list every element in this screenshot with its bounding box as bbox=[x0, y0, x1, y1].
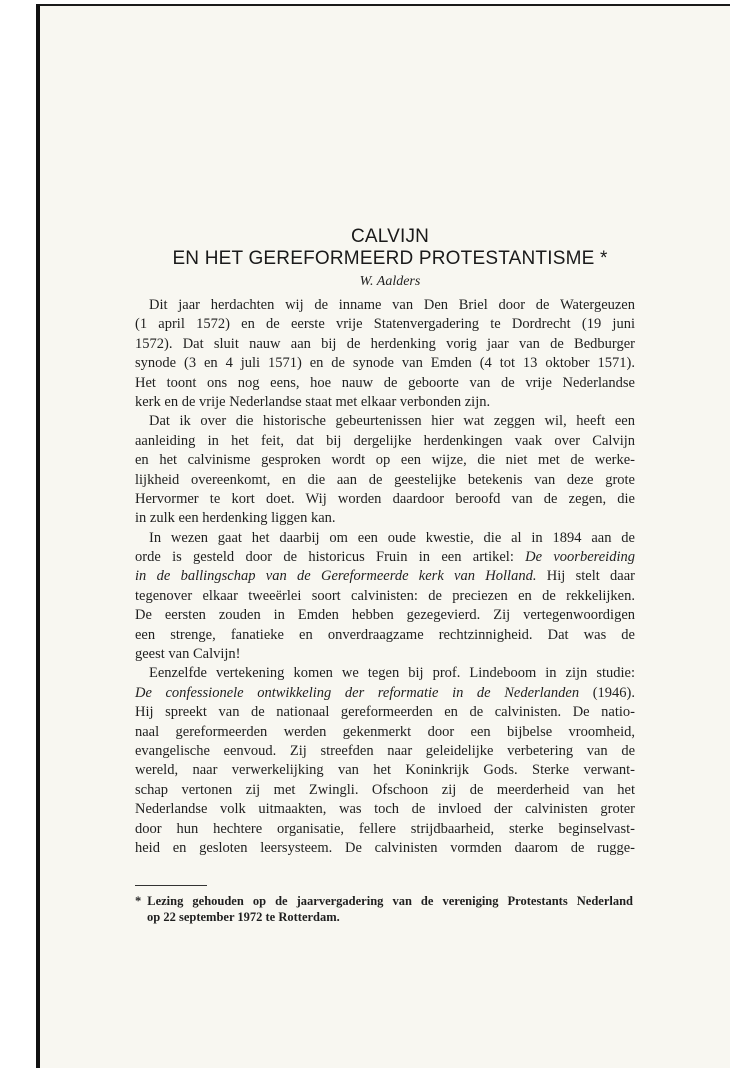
body-line: en het calvinisme gesproken wordt op een wijze, die niet met de werke- bbox=[135, 452, 635, 469]
title-line-2: EN HET GEREFORMEERD PROTESTANTISME * bbox=[172, 248, 608, 269]
body-line: Eenzelfde vertekening komen we tegen bij prof. Lindeboom in zijn studie: bbox=[149, 665, 635, 682]
title-line-1: CALVIJN bbox=[350, 226, 430, 247]
body-line bbox=[135, 684, 635, 703]
title-reference: De confessionele ontwikkeling der reformatie in de Nederlanden bbox=[135, 684, 580, 701]
body-line: wereld, naar verwerkelijking van het Koninkrijk Gods. Sterke verwant- bbox=[135, 762, 635, 779]
footnote-line-1 bbox=[135, 893, 633, 909]
page-spine-edge bbox=[36, 4, 40, 1068]
body-line: De eersten zouden in Emden hebben gezegevierd. Zij vertegenwoordigen bbox=[135, 607, 635, 624]
body-line: synode (3 en 4 juli 1571) en de synode van Emden (4 tot 13 oktober 1571). bbox=[135, 355, 635, 372]
body-line: geest van Calvijn! bbox=[135, 646, 241, 663]
body-line: heid en gesloten leersysteem. De calvinisten vormden daarom de rugge- bbox=[135, 839, 635, 856]
body-line: in zulk een herdenking liggen kan. bbox=[135, 510, 336, 527]
body-line: Dat ik over die historische gebeurtenissen hier wat zeggen wil, heeft een bbox=[149, 413, 635, 430]
body-text: (1946). bbox=[579, 684, 635, 701]
body-line: een strenge, fanatieke en onverdraagzame rechtzinnigheid. Dat was de bbox=[135, 626, 635, 643]
body-line bbox=[135, 567, 635, 586]
body-line: Hij spreekt van de nationaal gereformeerden en de calvinisten. De natio- bbox=[135, 704, 635, 721]
body-line: In wezen gaat het daarbij om een oude kwestie, die al in 1894 aan de bbox=[149, 529, 635, 546]
title-reference: De voorbereiding bbox=[525, 549, 635, 566]
body-line: Dit jaar herdachten wij de inname van Den Briel door de Watergeuzen bbox=[149, 297, 635, 313]
article-body bbox=[135, 296, 635, 858]
body-text: orde is gesteld door de historicus Fruin in een artikel: bbox=[135, 549, 526, 566]
body-line: lijkheid overeenkomt, en die aan de geestelijke betekenis van deze grote bbox=[135, 471, 635, 488]
body-text: Hij stelt daar bbox=[536, 568, 635, 585]
body-line bbox=[135, 548, 635, 567]
body-line: evangelische eenvoud. Zij streefden naar geleidelijke verbetering van de bbox=[135, 742, 635, 759]
footnote-rule bbox=[135, 885, 207, 886]
body-line: tegenover elkaar tweeërlei soort calvinisten: de preciezen en de rekkelijken. bbox=[135, 587, 635, 604]
body-line: door hun hechtere organisatie, fellere strijdbaarheid, sterke beginselvast- bbox=[135, 820, 635, 837]
body-line: Nederlandse volk uitmaakten, was toch de invloed der calvinisten groter bbox=[135, 801, 635, 818]
body-line: (1 april 1572) en de eerste vrije Statenvergadering te Dordrecht (19 juni bbox=[135, 316, 635, 333]
footnote bbox=[135, 893, 633, 925]
body-line: naal gereformeerden werden gekenmerkt door een bijbelse vroomheid, bbox=[135, 723, 635, 740]
body-line: kerk en de vrije Nederlandse staat met elkaar verbonden zijn. bbox=[135, 393, 491, 410]
body-line: schap vertonen zij met Zwingli. Ofschoon zij de meerderheid van het bbox=[135, 781, 635, 798]
footnote-text-1: Lezing gehouden op de jaarvergadering van de vereniging Protestants Nederland bbox=[147, 894, 633, 908]
author-name: W. Aalders bbox=[359, 274, 421, 289]
body-line: Hervormer te kort doet. Wij worden daardoor beroofd van de zegen, die bbox=[135, 490, 635, 507]
title-reference: in de ballingschap van de Gereformeerde kerk van Holland. bbox=[135, 568, 537, 585]
footnote-marker: * bbox=[135, 894, 142, 908]
body-line: 1572). Dat sluit nauw aan bij de herdenking vorig jaar van de Bedburger bbox=[135, 335, 635, 352]
footnote-line-2: op 22 september 1972 te Rotterdam. bbox=[147, 910, 340, 924]
body-line: Het toont ons nog eens, hoe nauw de geboorte van de vrije Nederlandse bbox=[135, 374, 635, 391]
body-line: aanleiding in het feit, dat bij dergelijke herdenkingen vaak over Calvijn bbox=[135, 432, 635, 449]
